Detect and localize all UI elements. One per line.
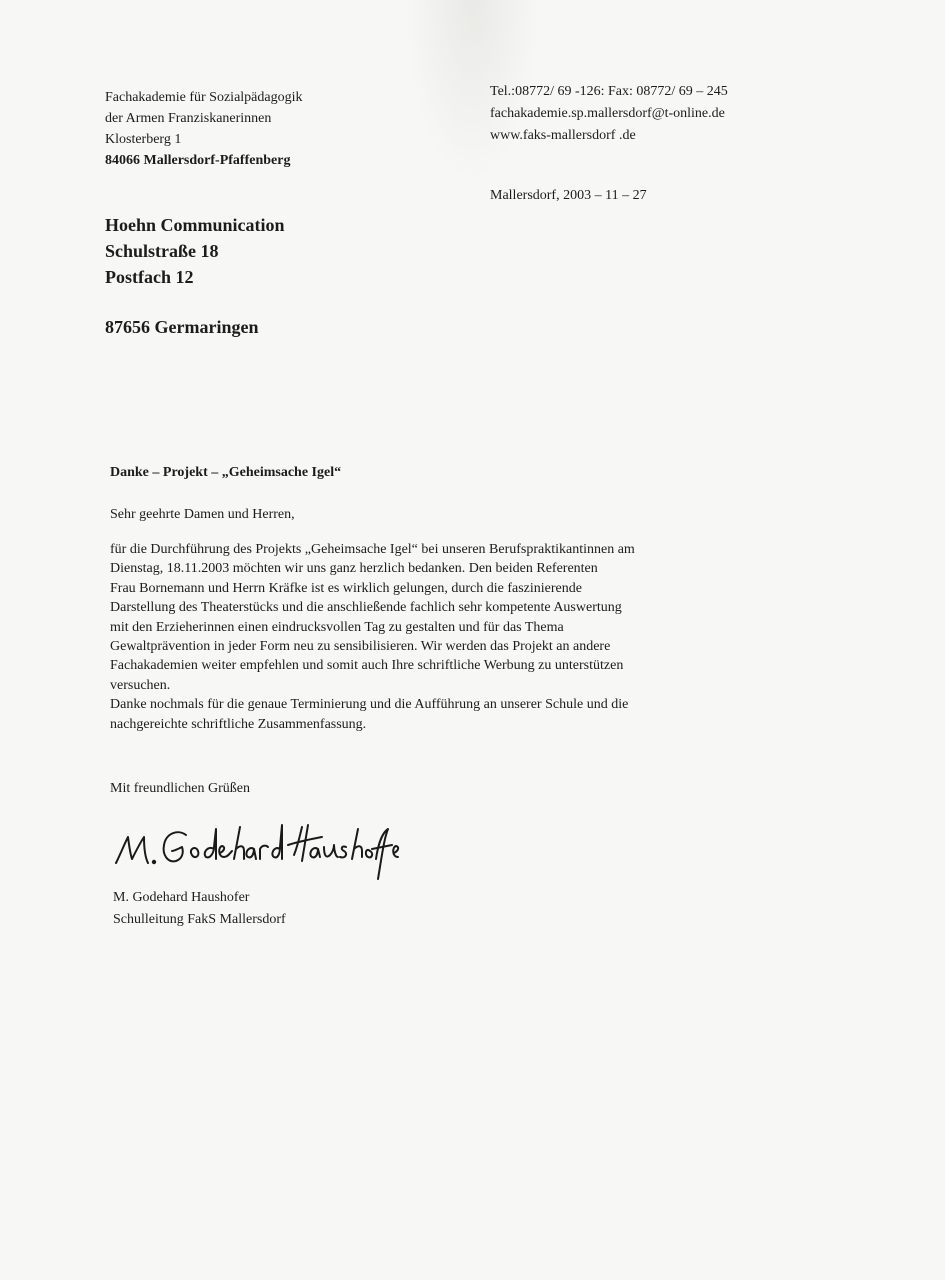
email-address: fachakademie.sp.mallersdorf@t-online.de bbox=[490, 106, 725, 121]
recipient-address bbox=[105, 212, 285, 340]
signer-title: Schulleitung FakS Mallersdorf bbox=[113, 912, 286, 927]
closing: Mit freundlichen Grüßen bbox=[110, 781, 250, 796]
sender-contact bbox=[490, 81, 728, 147]
salutation: Sehr geehrte Damen und Herren, bbox=[110, 507, 295, 522]
sender-street: Klosterberg 1 bbox=[105, 132, 182, 147]
sender-order: der Armen Franziskanerinnen bbox=[105, 111, 272, 126]
body-line: nachgereichte schriftliche Zusammenfassung. bbox=[110, 716, 367, 732]
subject-line: Danke – Projekt – „Geheimsache Igel“ bbox=[110, 465, 342, 480]
body-line: versuchen. bbox=[110, 677, 171, 693]
sender-address bbox=[105, 87, 302, 171]
signer-name: M. Godehard Haushofer bbox=[113, 890, 250, 905]
website: www.faks-mallersdorf .de bbox=[490, 128, 636, 143]
phone-fax: Tel.:08772/ 69 -126: Fax: 08772/ 69 – 245 bbox=[490, 84, 728, 99]
sender-city: 84066 Mallersdorf-Pfaffenberg bbox=[105, 153, 291, 168]
letter-body bbox=[110, 540, 810, 734]
body-line: für die Durchführung des Projekts „Geheimsache Igel“ bei unseren Berufspraktikantinnen am bbox=[110, 542, 635, 557]
letter-date: Mallersdorf, 2003 – 11 – 27 bbox=[490, 188, 647, 203]
handwritten-signature bbox=[108, 815, 408, 890]
body-line: Darstellung des Theaterstücks und die anschließende fachlich sehr kompetente Auswertung bbox=[110, 600, 622, 616]
body-line: Fachakademien weiter empfehlen und somit auch Ihre schriftliche Werbung zu unterstützen bbox=[110, 658, 624, 674]
signer-block bbox=[113, 887, 286, 931]
recipient-street: Schulstraße 18 bbox=[105, 241, 219, 261]
body-line: mit den Erzieherinnen einen eindrucksvollen Tag zu gestalten und für das Thema bbox=[110, 619, 564, 635]
recipient-company: Hoehn Communication bbox=[105, 215, 285, 235]
recipient-city: 87656 Germaringen bbox=[105, 317, 259, 337]
body-line: Frau Bornemann und Herrn Kräfke ist es wirklich gelungen, durch die faszinierende bbox=[110, 580, 582, 596]
body-line: Danke nochmals für die genaue Terminierung und die Aufführung an unserer Schule und die bbox=[110, 697, 629, 713]
body-line: Gewaltprävention in jeder Form neu zu sensibilisieren. Wir werden das Projekt an andere bbox=[110, 639, 611, 655]
body-line: Dienstag, 18.11.2003 möchten wir uns ganz herzlich bedanken. Den beiden Referenten bbox=[110, 561, 598, 577]
sender-institution: Fachakademie für Sozialpädagogik bbox=[105, 90, 303, 105]
recipient-pobox: Postfach 12 bbox=[105, 267, 194, 287]
signature-text: M. Godehard Haushofer bbox=[108, 815, 118, 816]
